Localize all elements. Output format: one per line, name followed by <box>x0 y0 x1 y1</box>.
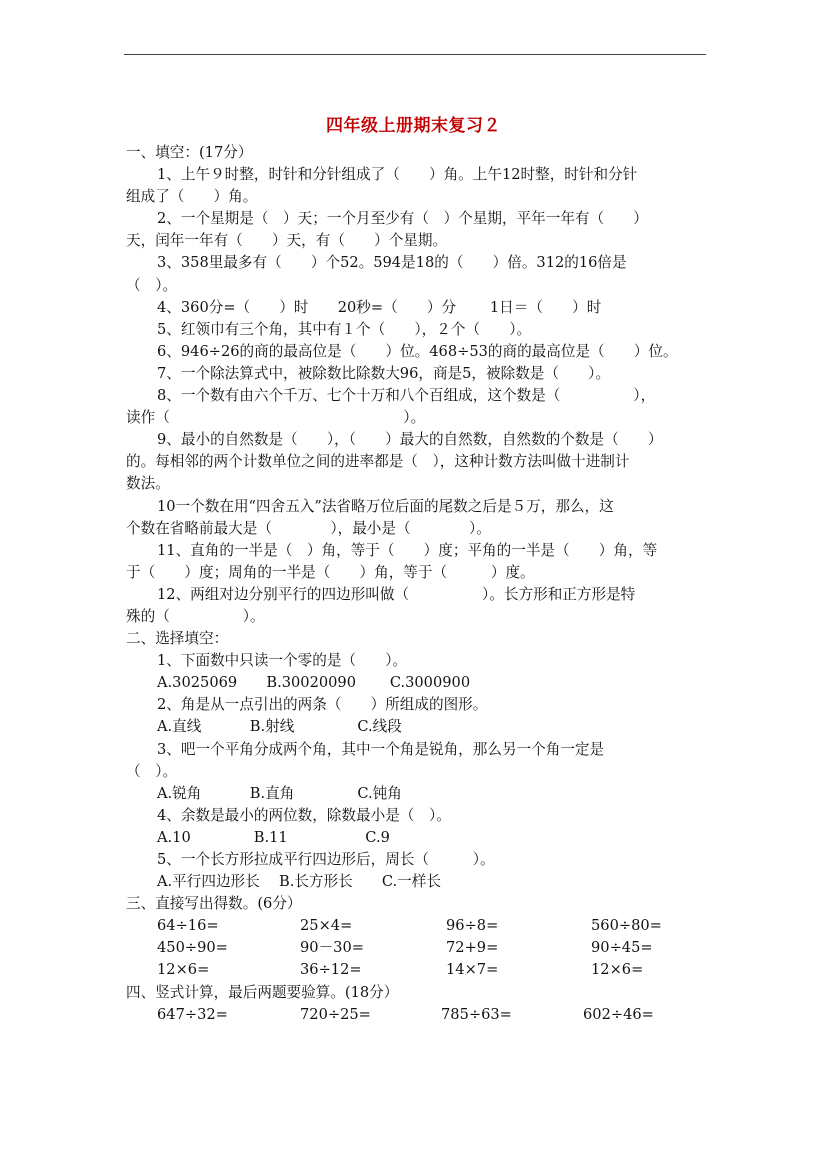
math-problem: 785÷63= <box>441 1005 512 1023</box>
choice-options: A.10 B.11 C.9 <box>157 828 390 846</box>
worksheet-content <box>126 142 718 1026</box>
question-line: 天，闰年一年有（ ）天，有（ ）个星期。 <box>126 232 448 250</box>
question-line: 7、一个除法算式中，被除数比除数大96，商是5，被除数是（ ）。 <box>157 364 611 382</box>
question-line: 8、一个数有由六个千万、七个十万和八个百组成，这个数是（ ）， <box>157 387 656 405</box>
question-line: 10一个数在用“四舍五入”法省略万位后面的尾数之后是５万，那么，这 <box>157 497 614 515</box>
math-row <box>126 937 718 959</box>
math-problem: 14×7= <box>446 961 499 979</box>
choice-options: A.锐角 B.直角 C.钝角 <box>157 784 402 802</box>
math-problem: 96÷8= <box>446 917 499 935</box>
math-problem: 72+9= <box>446 939 499 957</box>
header-rule <box>124 54 706 55</box>
question-line: 2、角是从一点引出的两条（ ）所组成的图形。 <box>157 696 488 714</box>
math-problem: 90÷45= <box>591 939 653 957</box>
math-problem: 12×6= <box>591 961 644 979</box>
question-line: 4、余数是最小的两位数，除数最小是（ ）。 <box>157 806 451 824</box>
question-line: 殊的（ ）。 <box>126 607 265 625</box>
math-row <box>126 915 718 937</box>
math-problem: 12×6= <box>157 961 210 979</box>
math-problem: 64÷16= <box>157 917 219 935</box>
math-row <box>126 959 718 981</box>
question-line: 数法。 <box>126 475 170 493</box>
question-line: 5、红领巾有三个角，其中有１个（ ），２个（ ）。 <box>157 320 532 338</box>
choice-options: A.直线 B.射线 C.线段 <box>157 718 402 736</box>
section-heading-fill-in: 一、填空：(17分） <box>126 144 253 161</box>
page-title: 四年级上册期末复习２ <box>326 116 501 136</box>
math-problem: 450÷90= <box>157 939 228 957</box>
question-line: 的。每相邻的两个计数单位之间的进率都是（ ），这种计数方法叫做十进制计 <box>126 453 630 471</box>
question-line: 1、上午９时整，时针和分针组成了（ ）角。上午12时整，时针和分针 <box>157 166 638 184</box>
section-heading-vertical-calc: 四、竖式计算，最后两题要验算。(18分） <box>126 983 399 1001</box>
section-heading-mental-math: 三、直接写出得数。(6分） <box>126 895 302 913</box>
math-problem: 602÷46= <box>583 1005 654 1023</box>
question-line: 读作（ ）。 <box>126 409 426 427</box>
math-problem: 720÷25= <box>300 1005 371 1023</box>
choice-options: A.平行四边形长 B.长方形长 C.一样长 <box>157 873 441 891</box>
question-line: 12、两组对边分别平行的四边形叫做（ ）。长方形和正方形是特 <box>157 585 636 603</box>
question-line: 3、358里最多有（ ）个52。594是18的（ ）倍。312的16倍是 <box>157 254 627 272</box>
math-problem: 36÷12= <box>300 961 362 979</box>
question-line: 9、最小的自然数是（ ），（ ）最大的自然数，自然数的个数是（ ） <box>157 431 663 449</box>
question-line: 个数在省略前最大是（ ），最小是（ ）。 <box>126 519 491 537</box>
question-line: 6、946÷26的商的最高位是（ ）位。468÷53的商的最高位是（ ）位。 <box>157 342 678 360</box>
question-line: 组成了（ ）角。 <box>126 188 258 206</box>
question-line: 2、一个星期是（ ）天；一个月至少有（ ）个星期，平年一年有（ ） <box>157 210 648 228</box>
math-problem: 90－30= <box>300 939 364 957</box>
math-row <box>126 1004 718 1026</box>
math-problem: 647÷32= <box>157 1005 228 1023</box>
section-heading-multiple-choice: 二、选择填空： <box>126 630 229 648</box>
question-line: 3、吧一个平角分成两个角，其中一个角是锐角，那么另一个角一定是 <box>157 740 605 758</box>
choice-options: A.3025069 B.30020090 C.3000900 <box>157 674 471 692</box>
question-line: 11、直角的一半是（ ）角，等于（ ）度；平角的一半是（ ）角，等 <box>157 541 658 559</box>
question-line: （ ）。 <box>126 276 178 294</box>
question-line: 1、下面数中只读一个零的是（ ）。 <box>157 652 408 670</box>
question-line: （ ）。 <box>126 762 178 780</box>
question-line: 4、360分=（ ）时 20秒=（ ）分 1日＝（ ）时 <box>157 298 602 316</box>
question-line: 5、一个长方形拉成平行四边形后，周长（ ）。 <box>157 851 495 868</box>
math-problem: 25×4= <box>300 917 353 935</box>
math-problem: 560÷80= <box>591 917 662 935</box>
question-line: 于（ ）度；周角的一半是（ ）角，等于（ ）度。 <box>126 563 535 581</box>
